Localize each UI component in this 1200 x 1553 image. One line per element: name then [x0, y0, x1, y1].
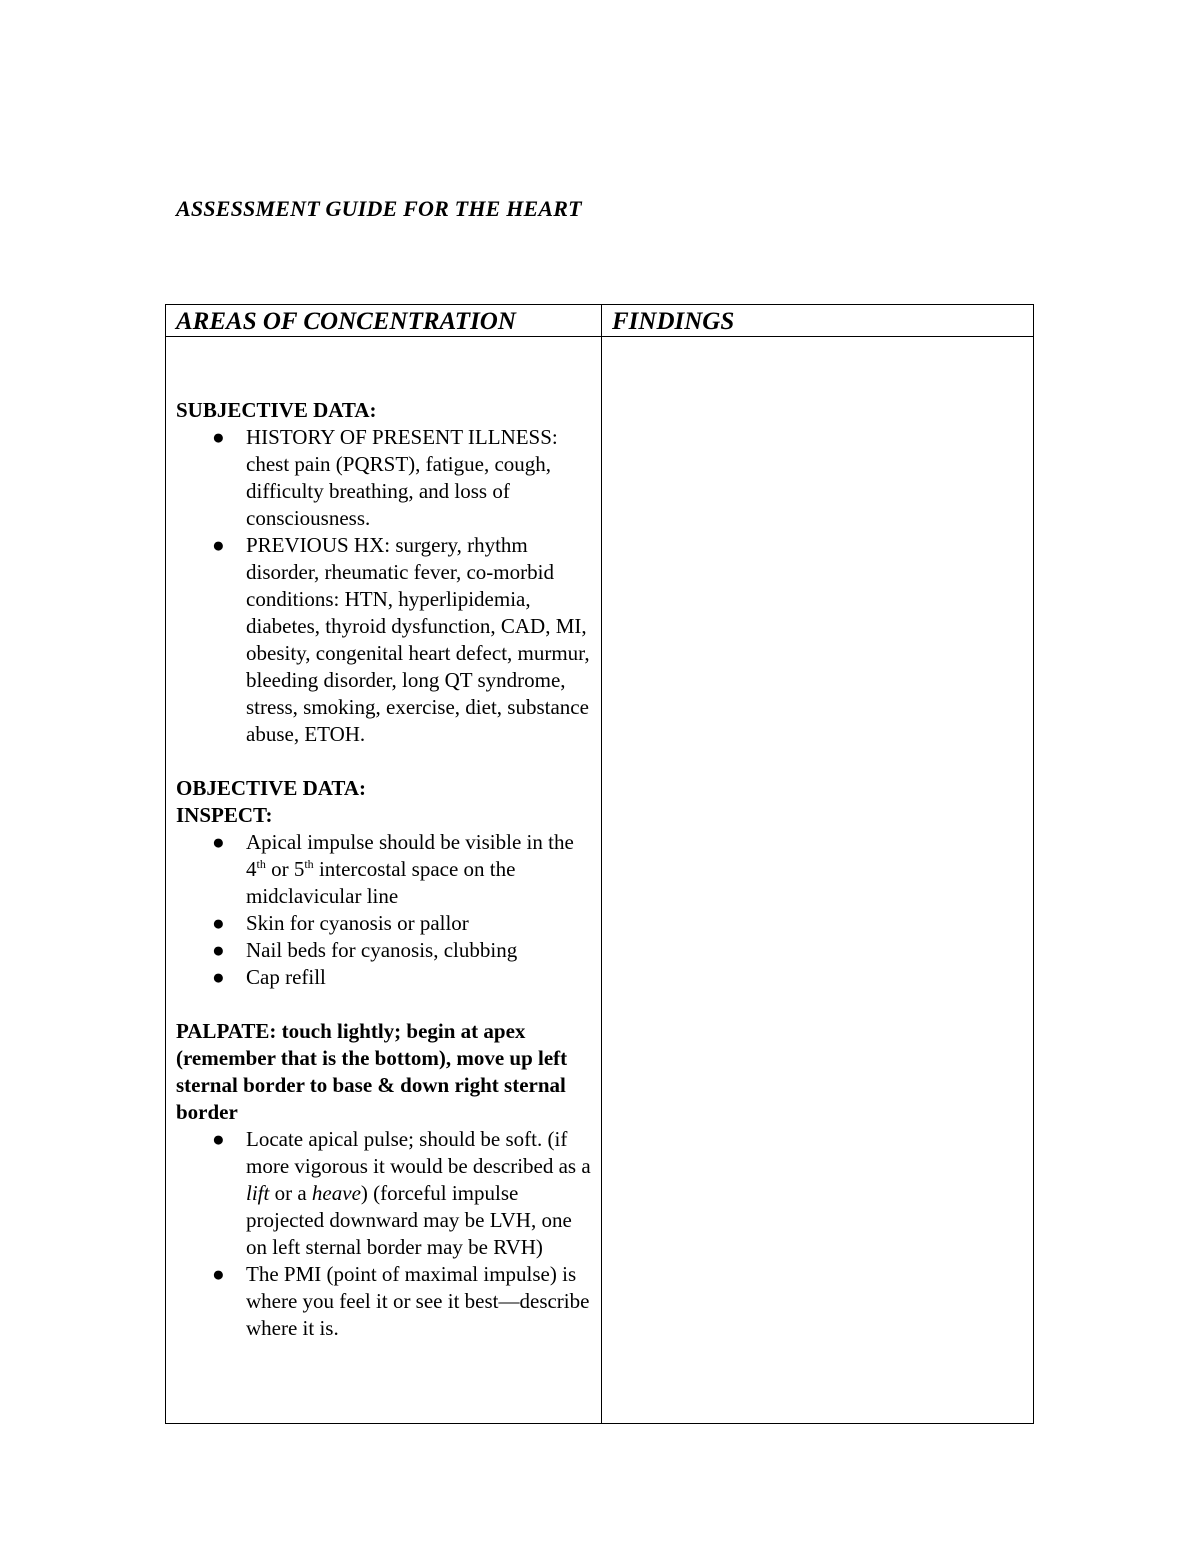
cap-refill-text: Cap refill [246, 965, 326, 989]
list-item [176, 910, 596, 937]
bullet-icon: ● [212, 425, 225, 449]
bullet-icon: ● [212, 938, 225, 962]
history-present-illness-text: HISTORY OF PRESENT ILLNESS: chest pain (PQRST), fatigue, cough, difficulty breathing, and loss of consciousness. [246, 425, 558, 530]
document-title: ASSESSMENT GUIDE FOR THE HEART [176, 196, 582, 221]
palpate-heading: PALPATE: touch lightly; begin at apex (remember that is the bottom), move up left sternal border to base & down right sternal border [176, 1019, 568, 1124]
list-item [176, 1126, 596, 1261]
bullet-icon: ● [212, 830, 225, 854]
list-item [176, 532, 596, 748]
list-item [176, 1261, 596, 1342]
assessment-table [165, 304, 1034, 1424]
previous-hx-text: PREVIOUS HX: surgery, rhythm disorder, rheumatic fever, co-morbid conditions: HTN, hyperlipidemia, diabetes, thyroid dysfunction, CAD, MI, obesity, congenital heart defect, murmur, bleeding disorder, long QT syndrome, stress, smoking, exercise, diet, substance abuse, ETOH. [246, 533, 590, 746]
apical-pulse-text: Locate apical pulse; should be soft. (if more vigorous it would be described as a lift or a heave) (forceful impulse projected downward may be LVH, one on left sternal border may be RVH) [246, 1127, 591, 1259]
list-item [176, 424, 596, 532]
objective-data-heading: OBJECTIVE DATA: [176, 776, 366, 800]
subjective-data-heading: SUBJECTIVE DATA: [176, 398, 377, 422]
bullet-icon: ● [212, 965, 225, 989]
header-findings: FINDINGS [612, 308, 735, 335]
inspect-list [176, 829, 596, 991]
bullet-icon: ● [212, 1127, 225, 1151]
skin-text: Skin for cyanosis or pallor [246, 911, 469, 935]
list-item [176, 829, 596, 910]
pmi-text: The PMI (point of maximal impulse) is where you feel it or see it best—describe where it is. [246, 1262, 590, 1340]
bullet-icon: ● [212, 1262, 225, 1286]
list-item [176, 964, 596, 991]
findings-cell[interactable] [603, 338, 1033, 1423]
list-item [176, 937, 596, 964]
column-divider [601, 305, 602, 1423]
bullet-icon: ● [212, 533, 225, 557]
palpate-list [176, 1126, 596, 1342]
bullet-icon: ● [212, 911, 225, 935]
areas-cell [176, 397, 596, 1342]
subjective-list [176, 424, 596, 748]
inspect-heading: INSPECT: [176, 803, 273, 827]
apical-impulse-text: Apical impulse should be visible in the 4th or 5th intercostal space on the midclavicular line [246, 830, 574, 908]
header-divider [166, 336, 1033, 337]
header-areas-of-concentration: AREAS OF CONCENTRATION [176, 308, 516, 335]
nail-beds-text: Nail beds for cyanosis, clubbing [246, 938, 518, 962]
